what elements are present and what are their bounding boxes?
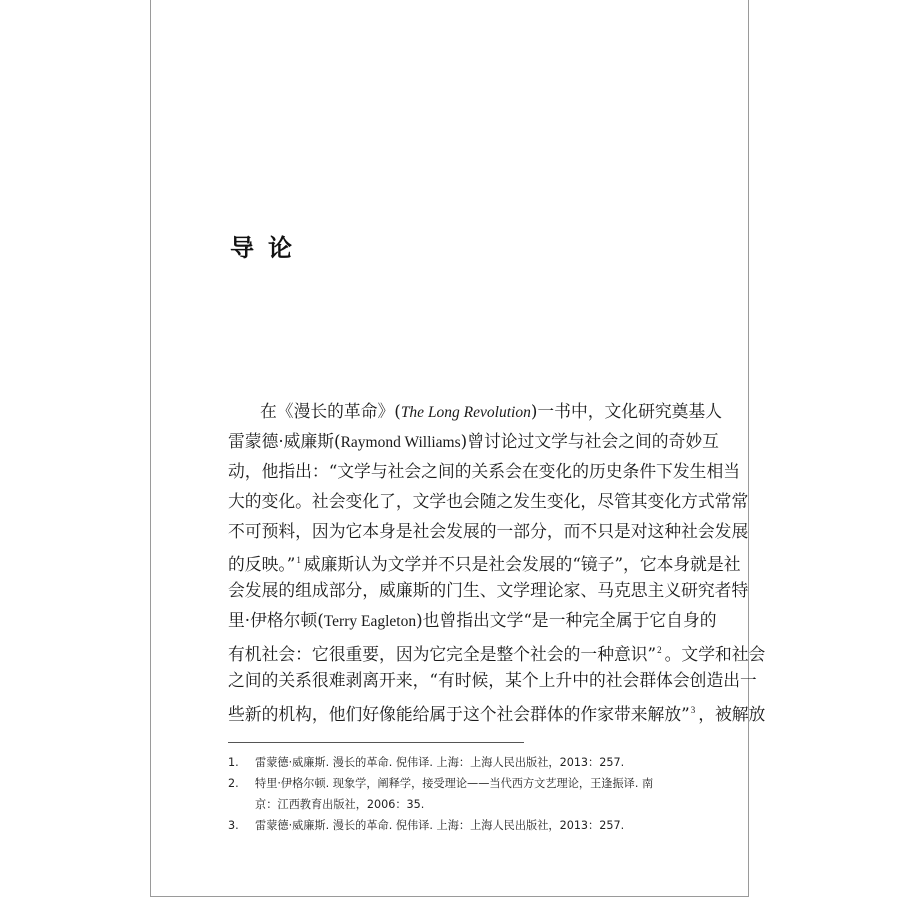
- footnote-text: 特里·伊格尔顿. 现象学，阐释学，接受理论——当代西方文艺理论，王逢振译. 南: [255, 777, 654, 790]
- footnote-text: 京：江西教育出版社，2006：35.: [255, 798, 425, 811]
- body-line-9: [228, 636, 766, 666]
- body-line-5: 不可预料，因为它本身是社会发展的一部分，而不只是对这种社会发展: [228, 520, 749, 541]
- footnote-3: [228, 815, 683, 836]
- body-text-segment: 的反映。”: [228, 554, 296, 575]
- footnote-ref: 3: [690, 704, 696, 715]
- english-name: Raymond Williams: [340, 433, 461, 451]
- body-line-6: [228, 546, 741, 576]
- footnote-1: [228, 752, 683, 773]
- body-text-segment: 在《漫长的革命》(: [260, 401, 401, 421]
- body-text-segment: )曾讨论过文学与社会之间的奇妙互: [460, 430, 719, 451]
- body-line-10: 之间的关系很难剥离开来，“有时候，某个上升中的社会群体会创造出一: [228, 670, 757, 691]
- footnote-divider: [228, 742, 524, 743]
- body-line-4: 大的变化。社会变化了，文学也会随之发生变化，尽管其变化方式常常: [228, 490, 749, 511]
- body-line-7: 会发展的组成部分，威廉斯的门生、文学理论家、马克思主义研究者特: [228, 580, 749, 601]
- body-line-8: [228, 606, 717, 636]
- body-text-segment: 。文学和社会: [664, 644, 766, 665]
- body-text-segment: )也曾指出文学“是一种完全属于它自身的: [416, 610, 717, 631]
- body-line-3: 动，他指出：“文学与社会之间的关系会在变化的历史条件下发生相当: [228, 460, 741, 481]
- footnote-2: [228, 773, 683, 815]
- body-text-segment: 雷蒙德·威廉斯(: [228, 430, 341, 451]
- footnote-ref: 1: [296, 555, 301, 566]
- body-text-segment: ，被解放: [698, 703, 766, 724]
- body-line-2: [228, 427, 719, 457]
- footnote-number: 2.: [228, 777, 239, 790]
- footnote-number: 3.: [228, 819, 239, 832]
- footnote-number: 1.: [228, 756, 239, 769]
- body-text-segment: 些新的机构，他们好像能给属于这个社会群体的作家带来解放”: [228, 703, 690, 724]
- footnotes: [228, 752, 683, 836]
- body-text-segment: 有机社会：它很重要，因为它完全是整个社会的一种意识”: [228, 644, 657, 665]
- footnote-ref: 2: [657, 645, 662, 656]
- chapter-title: 导论: [230, 234, 306, 262]
- body-text-segment: )一书中，文化研究奠基人: [530, 401, 722, 421]
- body-line-1: [228, 397, 722, 427]
- body-line-11: [228, 696, 766, 726]
- footnote-text: 雷蒙德·威廉斯. 漫长的革命. 倪伟译. 上海：上海人民出版社，2013：257.: [255, 819, 625, 832]
- footnote-text: 雷蒙德·威廉斯. 漫长的革命. 倪伟译. 上海：上海人民出版社，2013：257.: [255, 756, 625, 769]
- body-paragraph: [228, 397, 766, 726]
- english-name: Terry Eagleton: [323, 613, 417, 631]
- body-text-segment: 里·伊格尔顿(: [228, 610, 324, 631]
- english-title: The Long Revolution: [400, 404, 531, 421]
- body-text-segment: 威廉斯认为文学并不只是社会发展的“镜子”，它本身就是社: [303, 554, 741, 575]
